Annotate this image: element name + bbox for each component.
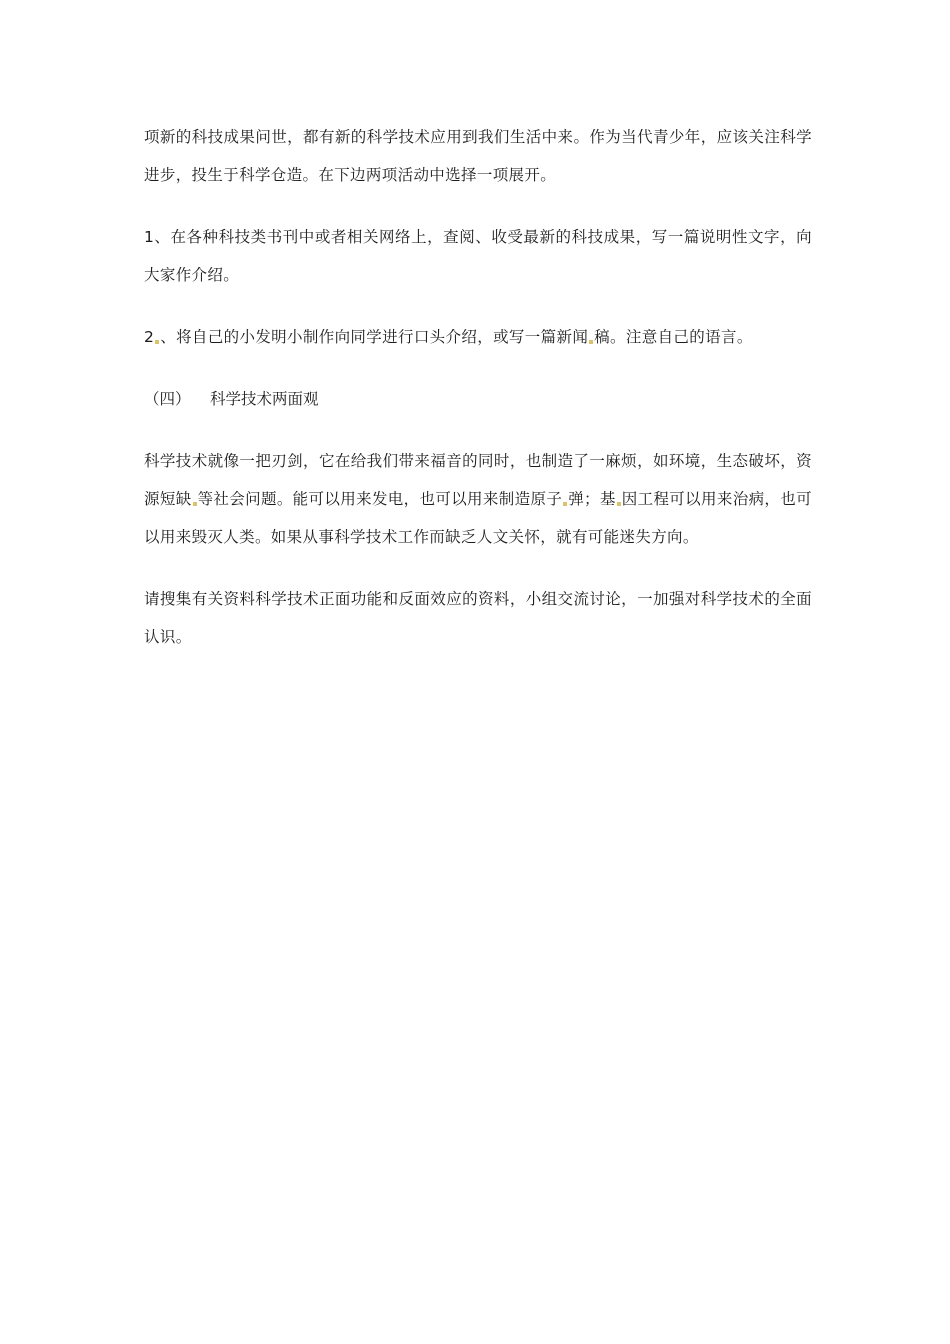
edit-mark-icon	[193, 502, 197, 506]
activity-item-2-number: 2	[144, 328, 155, 346]
edit-mark-icon	[617, 502, 621, 506]
activity-item-1	[144, 218, 812, 294]
two-sides-text-d: 因工程可以用来治病，也可以用来毁灭人类。如果从事科学技术工作而缺乏人文关怀，就有可能迷失方向。	[144, 490, 812, 546]
activity-item-2	[144, 318, 812, 356]
activity-item-2-text-b: 稿。注意自己的语言。	[594, 328, 753, 346]
two-sides-text-c: 弹；基	[568, 490, 616, 508]
edit-mark-icon	[563, 502, 567, 506]
edit-mark-icon	[589, 340, 593, 344]
section-heading	[144, 380, 812, 418]
edit-mark-icon	[155, 340, 159, 344]
two-sides-text-b: 等社会问题。能可以用来发电，也可以用来制造原子	[197, 490, 563, 508]
section-title: 科学技术两面观	[210, 390, 319, 408]
intro-paragraph-text: 项新的科技成果问世，都有新的科学技术应用到我们生活中来。作为当代青少年，应该关注科学进步，投生于科学仓造。在下边两项活动中选择一项展开。	[144, 128, 812, 184]
intro-paragraph	[144, 118, 812, 194]
task-paragraph	[144, 580, 812, 656]
two-sides-text-a: 科学技术就像一把刃剑，它在给我们带来福音的同时，也制造了一麻烦，如环境，生态破坏，资源短缺	[144, 452, 812, 508]
activity-item-1-text: 1、在各种科技类书刊中或者相关网络上，查阅、收受最新的科技成果，写一篇说明性文字，向大家作介绍。	[144, 228, 812, 284]
section-number: （四）	[144, 390, 191, 408]
activity-item-2-text-a: 、将自己的小发明小制作向同学进行口头介绍，或写一篇新闻	[160, 328, 589, 346]
two-sides-paragraph	[144, 442, 812, 556]
task-paragraph-text: 请搜集有关资料科学技术正面功能和反面效应的资料，小组交流讨论，一加强对科学技术的全面认识。	[144, 590, 812, 646]
document-body	[144, 118, 812, 680]
